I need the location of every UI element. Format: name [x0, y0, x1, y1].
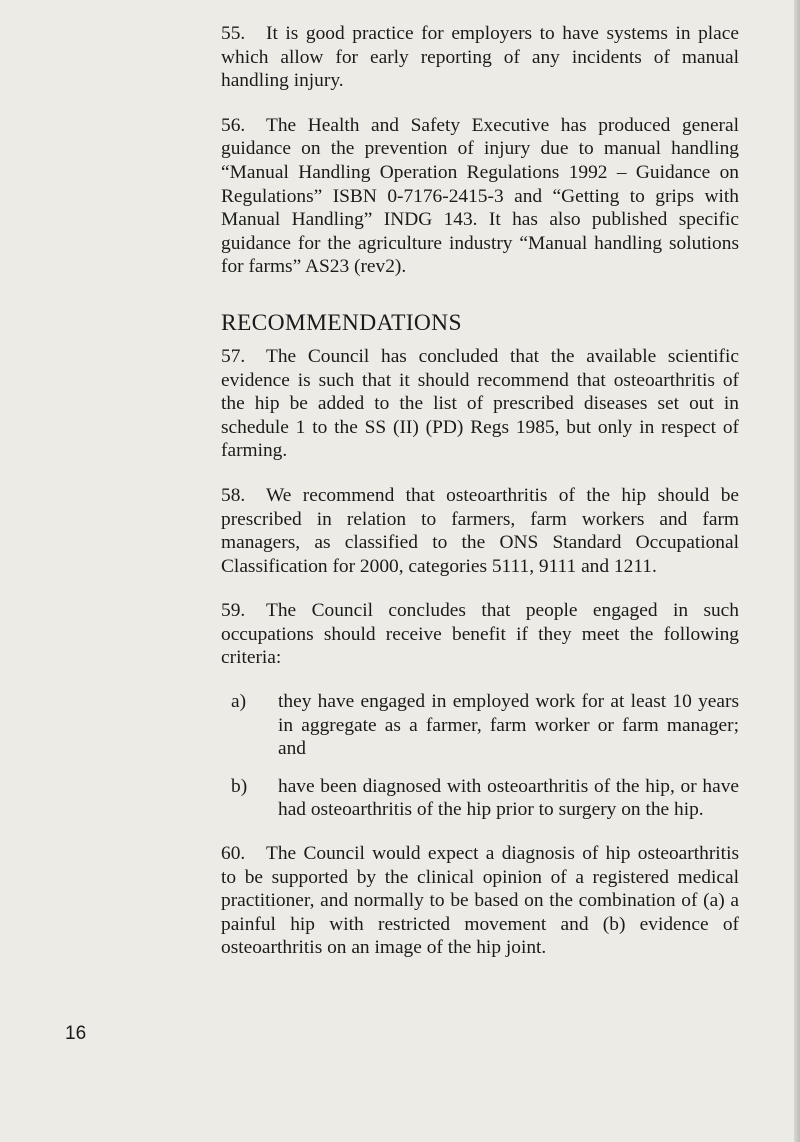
- paragraph-number: 58.: [221, 484, 246, 506]
- criteria-label: a): [231, 691, 247, 713]
- paragraph-59: [221, 599, 739, 670]
- paragraph-60: [221, 842, 739, 960]
- paragraph-number: 59.: [221, 600, 246, 622]
- paragraph-text: The Council would expect a diagnosis of hip osteoarthritis to be supported by the clinical opinion of a registered medical practitioner, and normally to be based on the combination of (a) a painful hip with restricted movement and (b) evidence of osteoarthritis on an image of the hip joint.: [221, 843, 739, 959]
- paragraph-text: The Health and Safety Executive has produced general guidance on the prevention of injury due to manual handling “Manual Handling Operation Regulations 1992 – Guidance on Regulations” ISBN 0-7176-2415-3 and “Getting to grips with Manual Handling” INDG 143. It has also published specific guidance for the agriculture industry “Manual handling solutions for farms” AS23 (rev2).: [221, 114, 739, 278]
- criteria-label: b): [231, 775, 248, 797]
- criteria-item-a: [221, 690, 739, 761]
- criteria-item-b: [221, 775, 739, 822]
- paragraph-55: [221, 22, 739, 93]
- paragraph-number: 57.: [221, 345, 246, 367]
- paragraph-text: We recommend that osteoarthritis of the hip should be prescribed in relation to farmers, farm workers and farm managers, as classified to the ONS Standard Occupational Classification for 2000, categories 5111, 9111 and 1211.: [221, 484, 739, 577]
- document-body: [221, 22, 739, 981]
- paragraph-text: It is good practice for employers to have systems in place which allow for early reporting of any incidents of manual handling injury.: [221, 23, 739, 92]
- section-heading: RECOMMENDATIONS: [221, 309, 462, 336]
- paragraph-56: [221, 114, 739, 279]
- paragraph-number: 56.: [221, 114, 246, 136]
- page-number: 16: [65, 1023, 87, 1044]
- paragraph-number: 55.: [221, 23, 246, 44]
- paragraph-text: The Council concludes that people engaged in such occupations should receive benefit if they meet the following criteria:: [221, 600, 739, 669]
- page-edge-shadow: [794, 0, 800, 1142]
- paragraph-number: 60.: [221, 843, 246, 865]
- paragraph-text: The Council has concluded that the available scientific evidence is such that it should recommend that osteoarthritis of the hip be added to the list of prescribed diseases set out in schedule 1 to the SS (II) (PD) Regs 1985, but only in respect of farming.: [221, 345, 739, 462]
- criteria-text: have been diagnosed with osteoarthritis of the hip, or have had osteoarthritis of the hip prior to surgery on the hip.: [278, 775, 739, 821]
- paragraph-57: [221, 345, 739, 463]
- criteria-text: they have engaged in employed work for at least 10 years in aggregate as a farmer, farm worker or farm manager; and: [278, 691, 739, 760]
- paragraph-58: [221, 484, 739, 578]
